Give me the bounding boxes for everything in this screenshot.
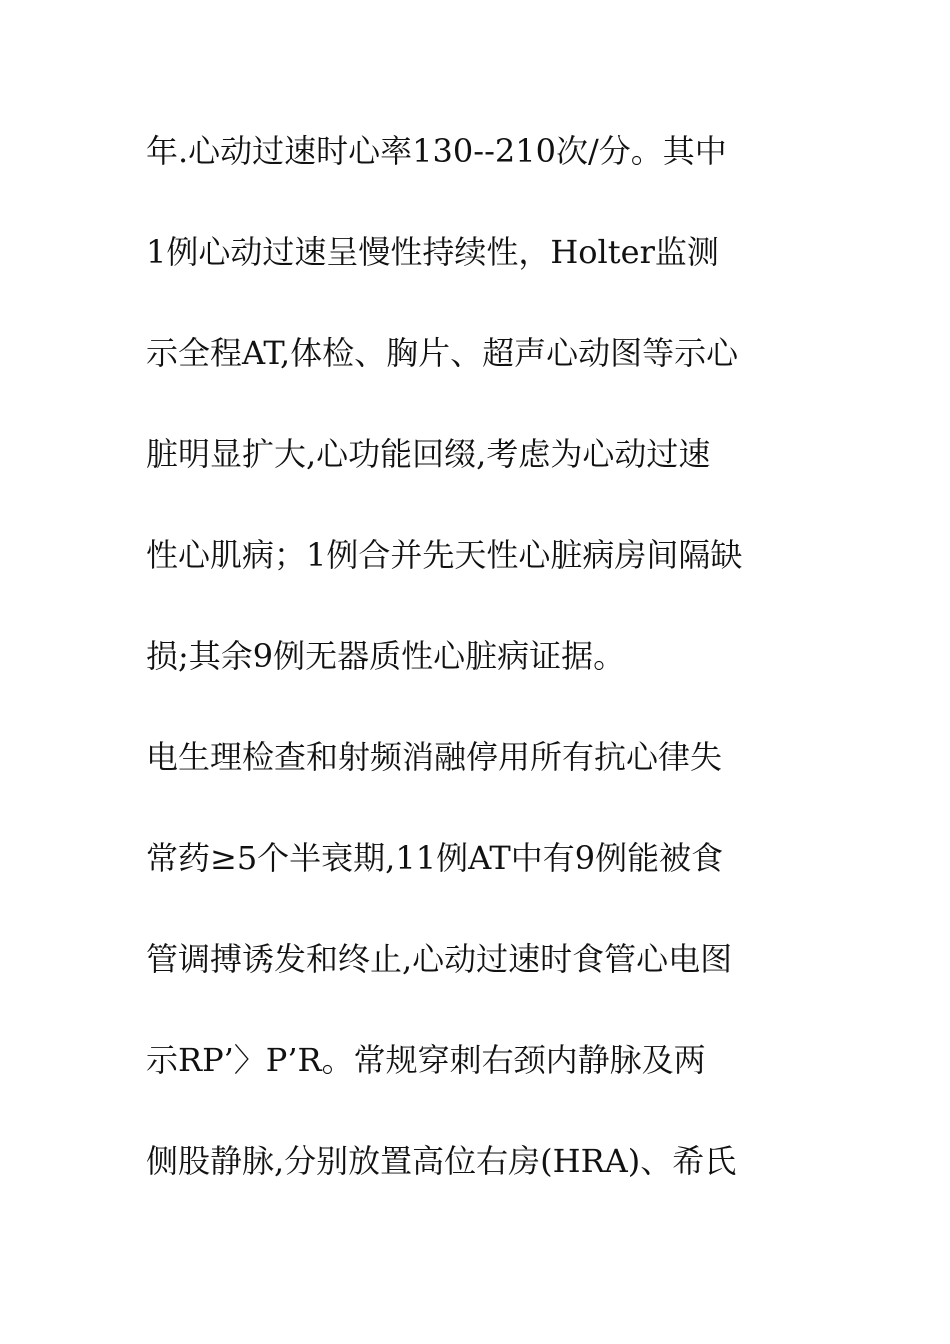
body-text xyxy=(146,126,826,1237)
text-line: 电生理检查和射频消融停用所有抗心律失 xyxy=(146,738,723,776)
text-line: 侧股静脉,分别放置高位右房(HRA)、希氏 xyxy=(146,1142,737,1180)
text-line: 年.心动过速时心率130--210次/分。其中 xyxy=(146,132,727,170)
text-line: 常药≥5个半衰期,11例AT中有9例能被食 xyxy=(146,839,724,877)
text-line: 示RP’〉P’R。常规穿刺右颈内静脉及两 xyxy=(146,1041,706,1079)
text-line: 示全程AT,体检、胸片、超声心动图等示心 xyxy=(146,334,739,372)
text-line: 管调搏诱发和终止,心动过速时食管心电图 xyxy=(146,940,733,978)
text-line: 脏明显扩大,心功能回缀,考虑为心动过速 xyxy=(146,435,711,473)
text-line: 损;其余9例无器质性心脏病证据。 xyxy=(146,637,626,675)
text-line: 性心肌病；1例合并先天性心脏病房间隔缺 xyxy=(146,536,743,574)
text-line: 1例心动过速呈慢性持续性，Holter监测 xyxy=(146,233,719,271)
